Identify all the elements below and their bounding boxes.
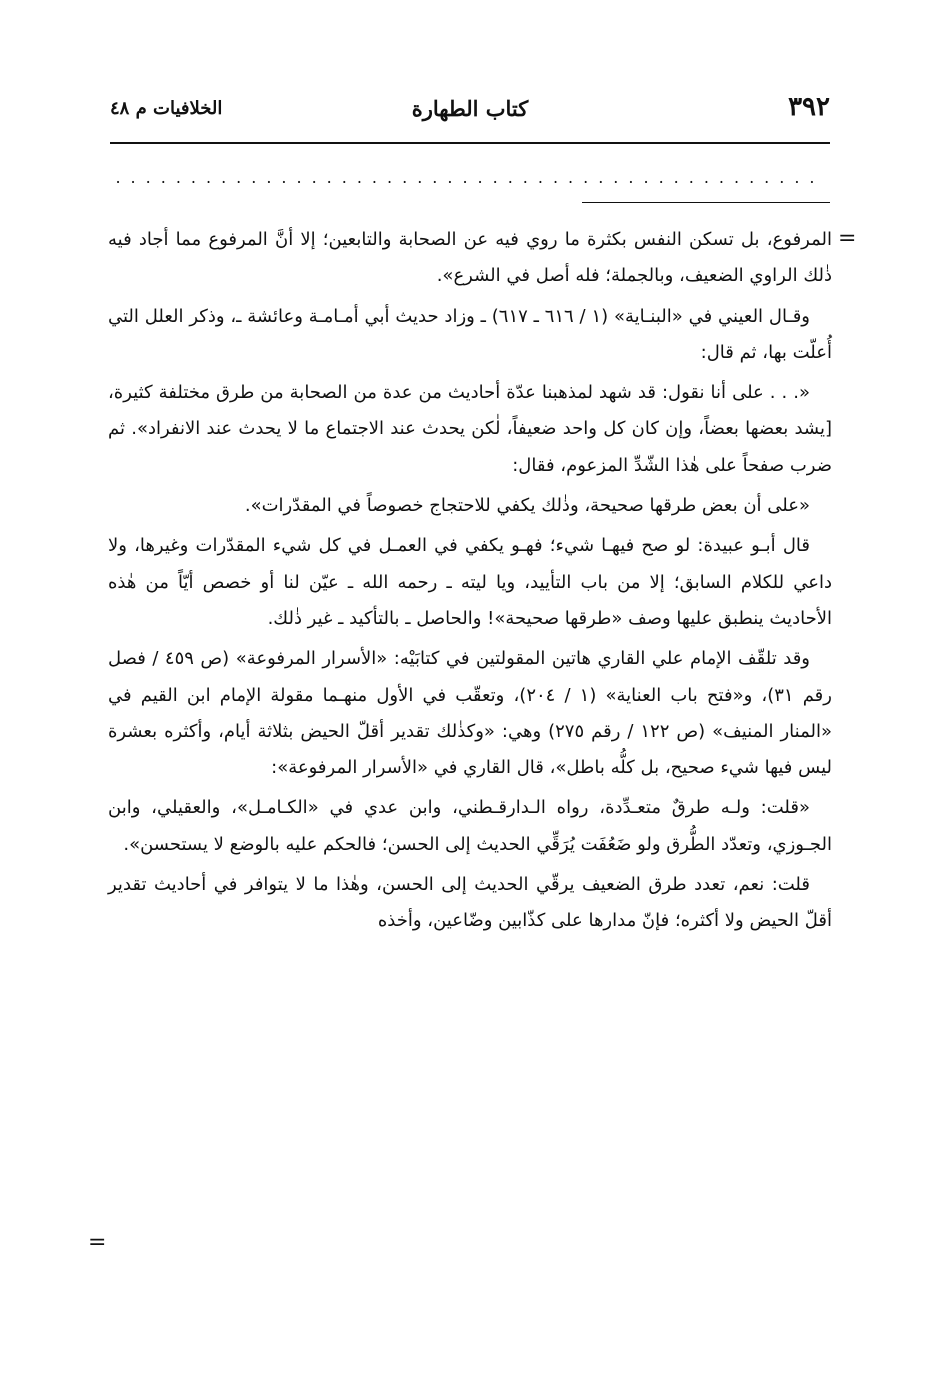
paragraph: «. . . على أنا نقول: قد شهد لمذهبنا عدّة أحاديث من عدة من الصحابة من طرق مختلفة كثيرة، [يشد بعضها بعضاً، وإن كان كل واحد ضعيفاً، لٰكن يحدث عند الاجتماع ما لا يحدث عند الانفراد». ثم ضرب صفحاً على هٰذا الشّدِّ المزعوم، فقال: <box>108 382 832 476</box>
omission-dots: ............................................... <box>115 168 825 187</box>
continuation-mark-end: = <box>88 1230 107 1255</box>
paragraph: وقـال العيني في «البنـاية» (١ / ٦١٦ ـ ٦١٧) ـ وزاد حديث أبي أمـامـة وعائشة ـ، وذكر العلل التي أُعلّت بها، ثم قال: <box>108 305 832 363</box>
paragraph: المرفوع، بل تسكن النفس بكثرة ما روي فيه عن الصحابة والتابعين؛ إلا أنَّ المرفوع مما أجاد فيه ذٰلك الراوي الضعيف، وبالجملة؛ فله أصل في الشرع». <box>108 229 832 287</box>
footnote-rule <box>582 202 830 203</box>
paragraph: «قلت: ولـه طرقٌ متعـدِّدة، رواه الـدارقـطني، وابن عدي في «الكـامـل»، والعقيلي، وابن الجـوزي، وتعدّد الطُّرق ولو ضَعُفَت يُرَقِّي الحديث إلى الحسن؛ فالحكم عليه بالوضع لا يستحسن». <box>108 797 832 855</box>
chapter-title: كتاب الطهارة <box>411 96 529 121</box>
footnote-body <box>108 222 832 944</box>
paragraph: قال أبـو عبيدة: لو صح فيهـا شيء؛ فهـو يكفي في العمـل في كل شيء المقدّرات وغيرها، ولا داعي للكلام السابق؛ إلا من باب التأييد، ويا ليته ـ رحمه الله ـ عيّن لنا أو خصص أيّاً من هٰذه الأحاديث ينطبق عليها وصف «طرقها صحيحة»! والحاصل ـ بالتأكيد ـ غير ذٰلك. <box>108 535 832 629</box>
paragraph: قلت: نعم، تعدد طرق الضعيف يرقّي الحديث إلى الحسن، وهٰذا ما لا يتوافر في أحاديث تقدير أقلّ الحيض ولا أكثره؛ فإنّ مدارها على كذّابين وضّاعين، وأخذه <box>108 874 832 932</box>
series-mark: الخلافيات م ٤٨ <box>110 98 223 119</box>
continuation-mark-start: = <box>838 226 857 251</box>
running-header <box>110 92 830 132</box>
header-rule <box>110 142 830 144</box>
page-number: ٣٩٢ <box>788 92 830 122</box>
paragraph: وقد تلقّف الإمام علي القاري هاتين المقولتين في كتابَيْه: «الأسرار المرفوعة» (ص ٤٥٩ / فصل رقم ٣١)، و«فتح باب العناية» (١ / ٢٠٤)، وتعقّب في الأول منهـما مقولة الإمام ابن القيم في «المنار المنيف» (ص ١٢٢ / رقم ٢٧٥) وهي: «وكذٰلك تقدير أقلّ الحيض بثلاثة أيام، وأكثره بعشرة ليس فيها شيء صحيح، بل كلُّه باطل»، قال القاري في «الأسرار المرفوعة»: <box>108 648 832 779</box>
paragraph: «على أن بعض طرقها صحيحة، وذٰلك يكفي للاحتجاج خصوصاً في المقدّرات». <box>244 495 810 517</box>
